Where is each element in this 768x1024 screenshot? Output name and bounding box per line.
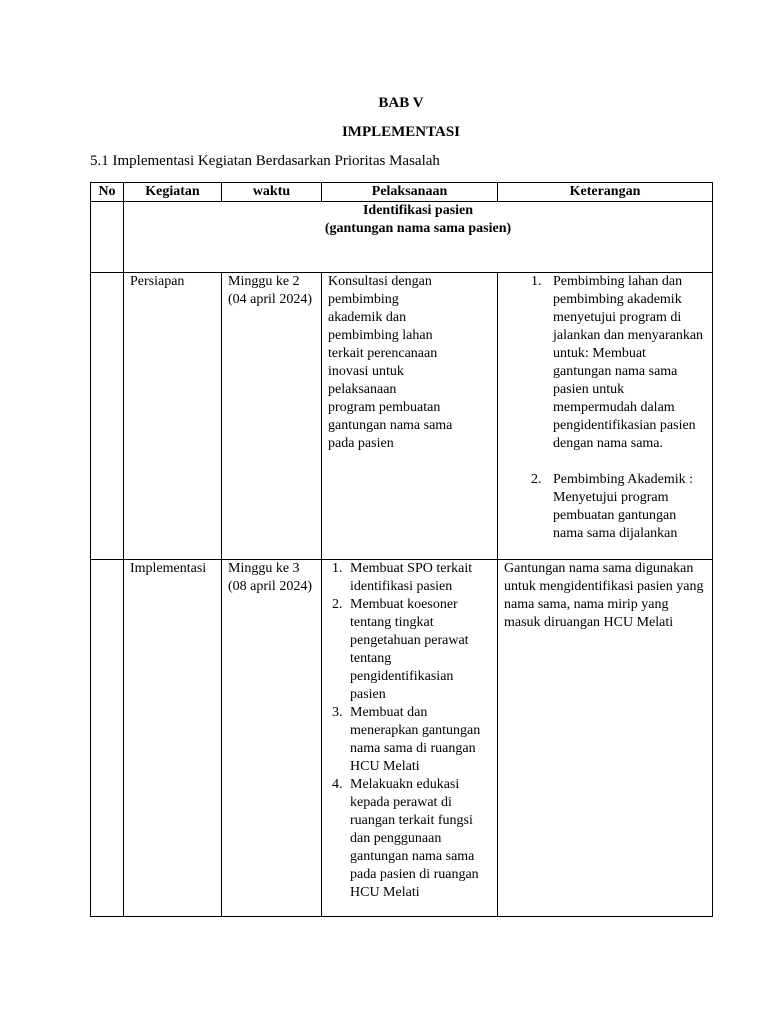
list-text: Membuat SPO terkait identifikasi pasien <box>350 561 473 594</box>
kegiatan-cell: Implementasi <box>124 560 222 917</box>
list-number: 4. <box>332 777 343 792</box>
list-item <box>328 560 491 596</box>
pelaksanaan-line: akademik dan <box>328 310 407 325</box>
section-title: 5.1 Implementasi Kegiatan Berdasarkan Prioritas Masalah <box>90 153 440 169</box>
list-item <box>328 596 491 704</box>
header-waktu: waktu <box>222 183 322 202</box>
pelaksanaan-line: inovasi untuk <box>328 364 404 379</box>
keterangan-cell <box>498 273 713 560</box>
list-number: 1. <box>332 561 343 576</box>
group-title: Identifikasi pasien <box>362 203 474 218</box>
pelaksanaan-line: Konsultasi dengan <box>328 274 432 289</box>
pelaksanaan-cell <box>322 560 498 917</box>
list-item <box>504 471 706 543</box>
pelaksanaan-line: pelaksanaan <box>328 382 397 397</box>
row-no-cell <box>91 273 124 560</box>
keterangan-list <box>504 273 706 543</box>
chapter-heading: BAB V <box>378 95 424 111</box>
header-pelaksanaan: Pelaksanaan <box>322 183 498 202</box>
group-title-cell <box>124 202 713 273</box>
waktu-week: Minggu ke 2 <box>228 274 300 289</box>
group-row <box>91 202 713 273</box>
keterangan-cell: Gantungan nama sama digunakan untuk mengidentifikasi pasien yang nama sama, nama mirip yang masuk diruangan HCU Melati <box>498 560 713 917</box>
list-item <box>504 273 706 453</box>
pelaksanaan-line: pembimbing lahan <box>328 328 433 343</box>
list-number: 2. <box>531 472 542 487</box>
list-text: Membuat dan menerapkan gantungan nama sama di ruangan HCU Melati <box>350 705 481 774</box>
list-item <box>328 776 491 902</box>
waktu-date: (04 april 2024) <box>228 292 312 307</box>
list-number: 1. <box>531 274 542 289</box>
list-number: 3. <box>332 705 343 720</box>
header-keterangan: Keterangan <box>498 183 713 202</box>
waktu-cell <box>222 273 322 560</box>
list-text: Pembimbing Akademik : Menyetujui program pembuatan gantungan nama sama dijalankan <box>553 472 693 541</box>
list-number: 2. <box>332 597 343 612</box>
table-header-row <box>91 183 713 202</box>
list-text: Pembimbing lahan dan pembimbing akademik menyetujui program di jalankan dan menyarankan untuk: Membuat gantungan nama sama pasien untuk mempermudah dalam pengidentifikasian pasien dengan nama sama. <box>553 274 704 451</box>
implementation-table <box>90 182 713 917</box>
row-no-cell <box>91 560 124 917</box>
header-kegiatan: Kegiatan <box>124 183 222 202</box>
chapter-title: IMPLEMENTASI <box>341 124 461 140</box>
table-row <box>91 273 713 560</box>
kegiatan-cell: Persiapan <box>124 273 222 560</box>
pelaksanaan-line: pada pasien <box>328 436 394 451</box>
list-item <box>328 704 491 776</box>
header-no: No <box>91 183 124 202</box>
pelaksanaan-list <box>328 560 491 902</box>
table-row <box>91 560 713 917</box>
pelaksanaan-line: program pembuatan <box>328 400 441 415</box>
pelaksanaan-cell <box>322 273 498 560</box>
waktu-cell <box>222 560 322 917</box>
waktu-week: Minggu ke 3 <box>228 561 300 576</box>
group-subtitle: (gantungan nama sama pasien) <box>324 221 512 236</box>
list-text: Membuat koesoner tentang tingkat pengetahuan perawat tentang pengidentifikasian pasien <box>350 597 469 702</box>
pelaksanaan-line: pembimbing <box>328 292 399 307</box>
waktu-date: (08 april 2024) <box>228 579 312 594</box>
pelaksanaan-line: gantungan nama sama <box>328 418 453 433</box>
pelaksanaan-line: terkait perencanaan <box>328 346 438 361</box>
list-text: Melakuakn edukasi kepada perawat di ruangan terkait fungsi dan penggunaan gantungan nama sama pada pasien di ruangan HCU Melati <box>350 777 479 900</box>
group-no-cell <box>91 202 124 273</box>
